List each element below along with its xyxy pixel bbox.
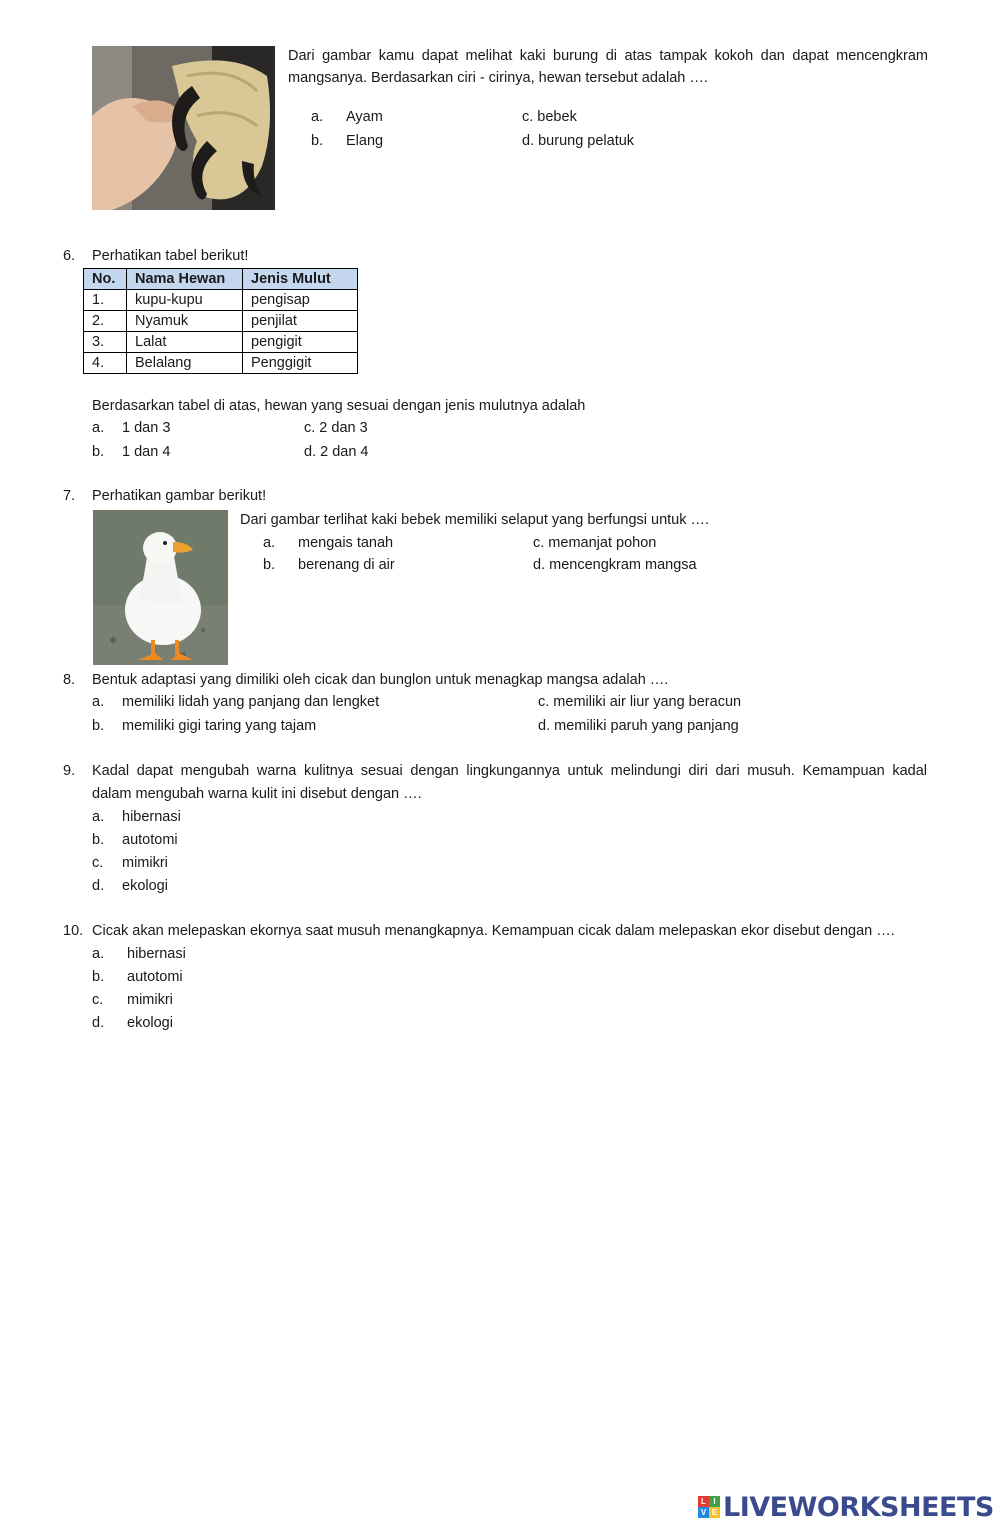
q5-option-c[interactable]: c. bebek xyxy=(522,109,577,125)
q5-text-line1: Dari gambar kamu dapat melihat kaki burung di atas tampak kokoh dan dapat mencengkram xyxy=(288,48,928,64)
q9-option-b[interactable]: autotomi xyxy=(122,832,178,848)
q8-option-c[interactable]: c. memiliki air liur yang beracun xyxy=(538,694,742,710)
q10-option-d[interactable]: ekologi xyxy=(127,1015,173,1031)
duck-illustration xyxy=(93,510,228,665)
table-cell: Lalat xyxy=(127,332,243,353)
table-cell: 4. xyxy=(84,353,127,374)
q9-question-line2: dalam mengubah warna kulit ini disebut dengan …. xyxy=(92,786,422,802)
q7-intro: Perhatikan gambar berikut! xyxy=(92,488,267,504)
q7-number: 7. xyxy=(63,488,76,504)
q6-option-c[interactable]: c. 2 dan 3 xyxy=(304,420,368,436)
table-cell: Nyamuk xyxy=(127,311,243,332)
liveworksheets-logo-icon: L I V E xyxy=(698,1496,720,1518)
q9-option-c[interactable]: mimikri xyxy=(122,855,168,871)
q7-option-a-letter: a. xyxy=(263,535,276,551)
q5-option-a[interactable]: Ayam xyxy=(346,109,383,125)
q10-option-c-letter: c. xyxy=(92,992,104,1008)
q10-option-d-letter: d. xyxy=(92,1015,105,1031)
q8-option-b[interactable]: memiliki gigi taring yang tajam xyxy=(122,718,317,734)
table-cell: kupu-kupu xyxy=(127,290,243,311)
q7-option-c[interactable]: c. memanjat pohon xyxy=(533,535,657,551)
q9-option-a[interactable]: hibernasi xyxy=(122,809,181,825)
q8-option-b-letter: b. xyxy=(92,718,105,734)
table-cell: Belalang xyxy=(127,353,243,374)
q10-question: Cicak akan melepaskan ekornya saat musuh menangkapnya. Kemampuan cicak dalam melepaskan ekor disebut dengan …. xyxy=(92,923,895,939)
table-row xyxy=(84,311,358,332)
q6-intro: Perhatikan tabel berikut! xyxy=(92,248,249,264)
table-row xyxy=(84,290,358,311)
table-cell: 2. xyxy=(84,311,127,332)
table-cell: pengigit xyxy=(243,332,358,353)
q6-option-a-letter: a. xyxy=(92,420,105,436)
q9-option-b-letter: b. xyxy=(92,832,105,848)
q5-option-b[interactable]: Elang xyxy=(346,133,384,149)
table-row xyxy=(84,353,358,374)
q8-question: Bentuk adaptasi yang dimiliki oleh cicak dan bunglon untuk menagkap mangsa adalah …. xyxy=(92,672,669,688)
bird-claw-illustration xyxy=(92,46,275,210)
q9-option-d-letter: d. xyxy=(92,878,105,894)
q6-question: Berdasarkan tabel di atas, hewan yang sesuai dengan jenis mulutnya adalah xyxy=(92,398,586,414)
table-cell: Penggigit xyxy=(243,353,358,374)
q10-option-a[interactable]: hibernasi xyxy=(127,946,186,962)
q5-option-d[interactable]: d. burung pelatuk xyxy=(522,133,635,149)
q9-option-d[interactable]: ekologi xyxy=(122,878,168,894)
q9-option-a-letter: a. xyxy=(92,809,105,825)
table-header-cell: No. xyxy=(84,269,127,290)
q8-option-a[interactable]: memiliki lidah yang panjang dan lengket xyxy=(122,694,380,710)
duck-photo xyxy=(93,510,228,665)
q10-option-c[interactable]: mimikri xyxy=(127,992,173,1008)
q6-option-d[interactable]: d. 2 dan 4 xyxy=(304,444,369,460)
q5-option-b-letter: b. xyxy=(311,133,324,149)
q10-number: 10. xyxy=(63,923,84,939)
q9-option-c-letter: c. xyxy=(92,855,104,871)
q7-option-b-letter: b. xyxy=(263,557,276,573)
q6-option-b-letter: b. xyxy=(92,444,105,460)
table-header-row xyxy=(84,269,358,290)
q5-option-a-letter: a. xyxy=(311,109,324,125)
q10-option-a-letter: a. xyxy=(92,946,105,962)
q8-number: 8. xyxy=(63,672,76,688)
q6-option-a[interactable]: 1 dan 3 xyxy=(122,420,171,436)
table-cell: 3. xyxy=(84,332,127,353)
table-cell: pengisap xyxy=(243,290,358,311)
liveworksheets-logo-text: LIVEWORKSHEETS xyxy=(723,1491,994,1523)
q7-option-d[interactable]: d. mencengkram mangsa xyxy=(533,557,697,573)
table-cell: 1. xyxy=(84,290,127,311)
q5-text-line2: mangsanya. Berdasarkan ciri - cirinya, hewan tersebut adalah …. xyxy=(288,70,708,86)
q8-option-a-letter: a. xyxy=(92,694,105,710)
q6-option-b[interactable]: 1 dan 4 xyxy=(122,444,171,460)
mouth-type-table xyxy=(83,268,358,374)
q9-number: 9. xyxy=(63,763,76,779)
table-header-cell: Jenis Mulut xyxy=(243,269,358,290)
q8-option-d[interactable]: d. memiliki paruh yang panjang xyxy=(538,718,739,734)
bird-claw-photo xyxy=(92,46,275,210)
q7-option-b[interactable]: berenang di air xyxy=(298,557,395,573)
q9-question-line1: Kadal dapat mengubah warna kulitnya sesuai dengan lingkungannya untuk melindungi diri dari musuh. Kemampuan kadal xyxy=(92,763,927,779)
q10-option-b-letter: b. xyxy=(92,969,105,985)
q6-number: 6. xyxy=(63,248,76,264)
q10-option-b[interactable]: autotomi xyxy=(127,969,183,985)
q7-question: Dari gambar terlihat kaki bebek memiliki selaput yang berfungsi untuk …. xyxy=(240,512,710,528)
table-header-cell: Nama Hewan xyxy=(127,269,243,290)
table-row xyxy=(84,332,358,353)
table-cell: penjilat xyxy=(243,311,358,332)
liveworksheets-logo[interactable] xyxy=(698,1492,994,1522)
q7-option-a[interactable]: mengais tanah xyxy=(298,535,394,551)
